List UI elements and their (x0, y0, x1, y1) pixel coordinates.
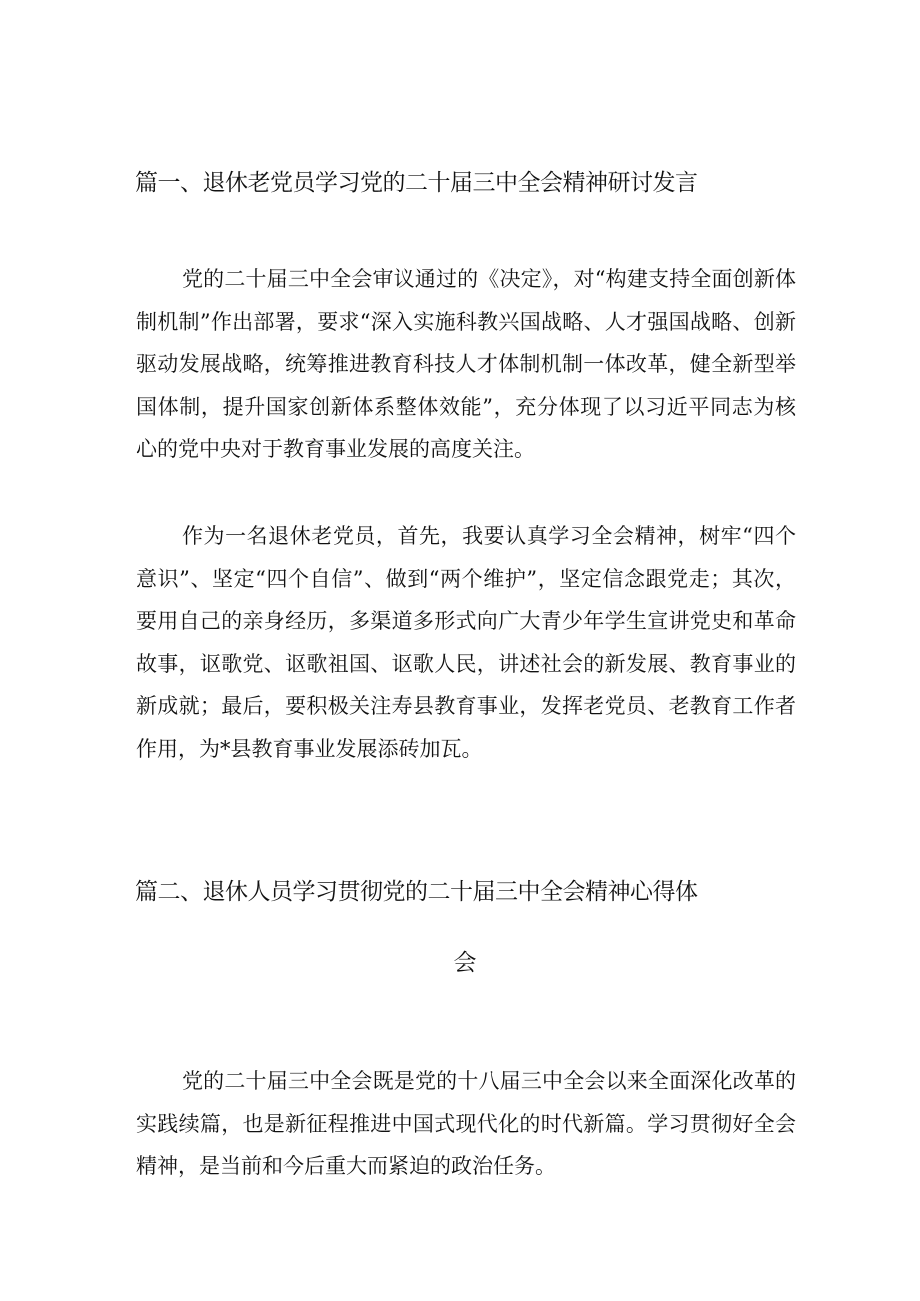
section-2-paragraph-1: 党的二十届三中全会既是党的十八届三中全会以来全面深化改革的实践续篇，也是新征程推进中国式现代化的时代新篇。学习贯彻好全会精神，是当前和今后重大而紧迫的政治任务。 (136, 1069, 796, 1178)
section-1-paragraph-2: 作为一名退休老党员，首先，我要认真学习全会精神，树牢“四个意识”、坚定“四个自信”、做到“两个维护”，坚定信念跟党走；其次，要用自己的亲身经历，多渠道多形式向广大青少年学生宣讲党史和革命故事，讴歌党、讴歌祖国、讴歌人民，讲述社会的新发展、教育事业的新成就；最后，要积极关注寿县教育事业，发挥老党员、老教育工作者作用，为*县教育事业发展添砖加瓦。 (136, 524, 796, 761)
section-1-paragraph-1: 党的二十届三中全会审议通过的《决定》，对“构建支持全面创新体制机制”作出部署，要求“深入实施科教兴国战略、人才强国战略、创新驱动发展战略，统筹推进教育科技人才体制机制一体改革，健全新型举国体制，提升国家创新体系整体效能”，充分体现了以习近平同志为核心的党中央对于教育事业发展的高度关注。 (136, 267, 796, 461)
section-2-title-line-1: 篇二、退休人员学习贯彻党的二十届三中全会精神心得体 (135, 879, 698, 905)
section-2-title-line-2: 会 (453, 950, 477, 976)
section-1-title: 篇一、退休老党员学习党的二十届三中全会精神研讨发言 (135, 170, 698, 196)
